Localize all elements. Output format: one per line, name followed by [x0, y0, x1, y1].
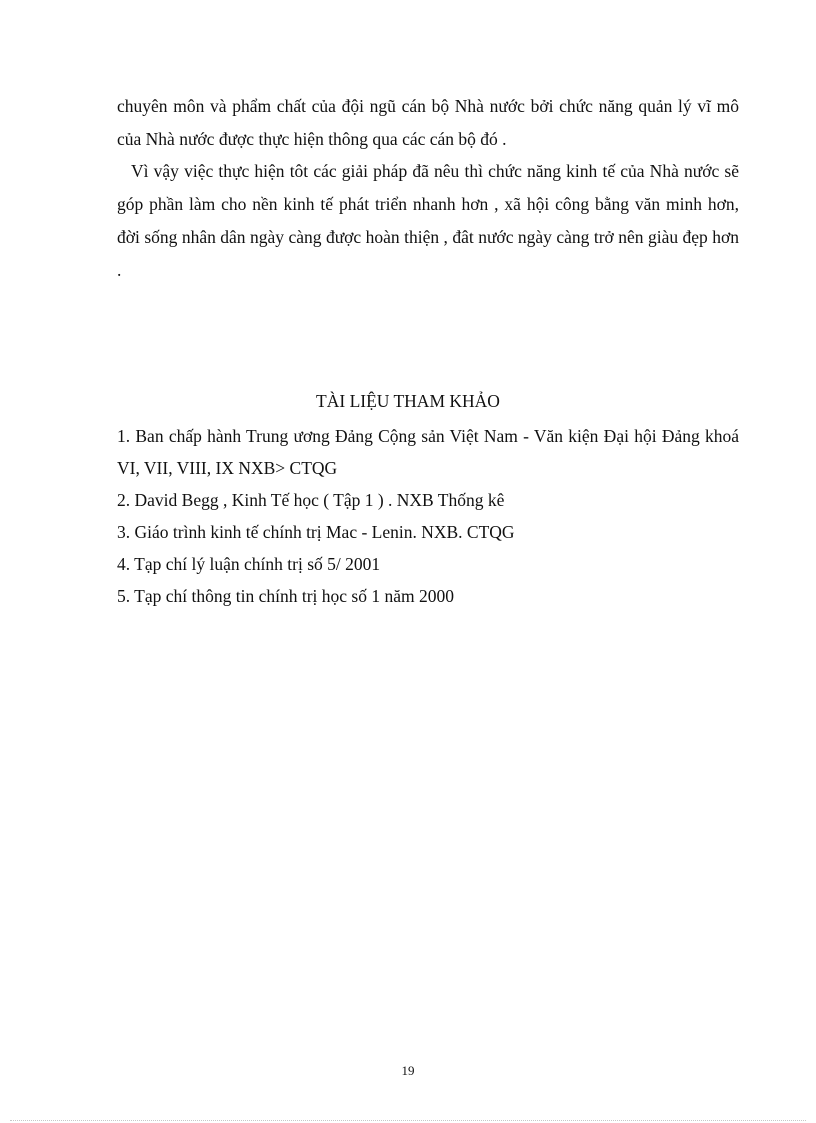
references-list — [117, 420, 739, 612]
reference-item: 4. Tạp chí lý luận chính trị số 5/ 2001 — [117, 554, 381, 574]
page-bottom-rule — [10, 1120, 806, 1121]
body-paragraph: chuyên môn và phẩm chất của đội ngũ cán bộ Nhà nước bởi chức năng quản lý vĩ mô của Nhà nước được thực hiện thông qua các cán bộ đó . — [117, 96, 739, 149]
references-heading: TÀI LIỆU THAM KHẢO — [316, 391, 500, 411]
body-paragraph: Vì vậy việc thực hiện tôt các giải pháp đã nêu thì chức năng kinh tế của Nhà nước sẽ góp phần làm cho nền kinh tế phát triển nhanh hơn , xã hội công bằng văn minh hơn, đời sống nhân dân ngày càng được hoàn thiện , đât nước ngày càng trở nên giàu đẹp hơn . — [117, 161, 739, 280]
reference-item: 1. Ban chấp hành Trung ương Đảng Cộng sản Việt Nam - Văn kiện Đại hội Đảng khoá VI, VII, VIII, IX NXB> CTQG — [117, 426, 739, 478]
page-number: 19 — [401, 1063, 415, 1078]
reference-item: 2. David Begg , Kinh Tế học ( Tập 1 ) . NXB Thống kê — [117, 490, 505, 510]
reference-item: 3. Giáo trình kinh tế chính trị Mac - Lenin. NXB. CTQG — [117, 522, 515, 542]
reference-item: 5. Tạp chí thông tin chính trị học số 1 năm 2000 — [117, 586, 454, 606]
